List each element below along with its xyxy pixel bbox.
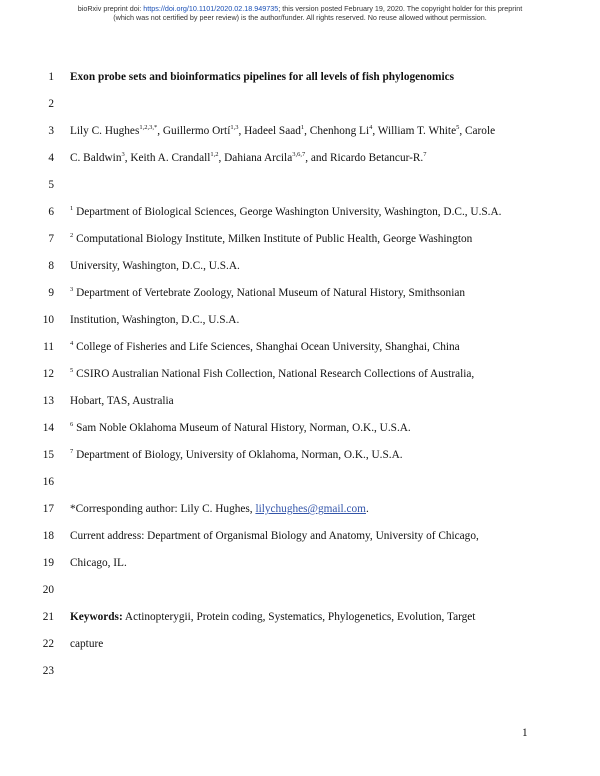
- manuscript-line-1: [0, 69, 600, 85]
- affiliation-sup: 2: [70, 232, 74, 239]
- keywords-list-cont: capture: [70, 638, 104, 650]
- author-name: , Guillermo Ortí: [157, 125, 231, 137]
- affiliation-sup: 6: [70, 421, 74, 428]
- line-number: 16: [42, 476, 54, 488]
- manuscript-line-8: [0, 258, 600, 274]
- manuscript-line-6: [0, 204, 600, 220]
- corresponding-label: *Corresponding author: Lily C. Hughes,: [70, 503, 256, 515]
- manuscript-line-19: [0, 555, 600, 571]
- affiliation-sup: 4: [70, 340, 74, 347]
- affiliation-text: College of Fisheries and Life Sciences, Shanghai Ocean University, Shanghai, China: [73, 341, 460, 353]
- author-list-line-1: [70, 123, 495, 139]
- header-line-2: (which was not certified by peer review) is the author/funder. All rights reserved. No reuse allowed without permission.: [113, 13, 487, 22]
- author-name: , Hadeel Saad: [238, 125, 301, 137]
- line-number: 8: [48, 260, 54, 272]
- corresponding-end: .: [365, 503, 369, 515]
- author-name: Lily C. Hughes: [70, 125, 140, 137]
- line-number: 2: [48, 98, 54, 110]
- manuscript-line-23: [0, 663, 600, 679]
- affiliation-text: CSIRO Australian National Fish Collection, National Research Collections of Australia,: [73, 368, 475, 380]
- preprint-header: [0, 4, 600, 22]
- manuscript-line-20: [0, 582, 600, 598]
- manuscript-line-2: [0, 96, 600, 112]
- line-number: 3: [48, 125, 54, 137]
- header-line-1: [0, 4, 600, 13]
- author-name: , Dahiana Arcila: [218, 152, 293, 164]
- affiliation-text: Department of Vertebrate Zoology, National Museum of Natural History, Smithsonian: [73, 287, 465, 299]
- line-number: 13: [42, 395, 54, 407]
- affiliation-sup: 5: [70, 367, 74, 374]
- line-number: 18: [42, 530, 54, 542]
- manuscript-line-12: [0, 366, 600, 382]
- manuscript-line-3: [0, 123, 600, 139]
- affiliation-text: Sam Noble Oklahoma Museum of Natural History, Norman, O.K., U.S.A.: [73, 422, 411, 434]
- author-affiliation-sup: 1,3: [230, 124, 239, 131]
- current-address-cont: Chicago, IL.: [70, 557, 127, 569]
- manuscript-line-15: [0, 447, 600, 463]
- author-affiliation-sup: 1,2,3,*: [139, 124, 158, 131]
- affiliation-1: [70, 204, 502, 220]
- affiliation-4: [70, 339, 460, 355]
- paper-title: Exon probe sets and bioinformatics pipelines for all levels of fish phylogenomics: [70, 71, 455, 83]
- manuscript-line-18: [0, 528, 600, 544]
- affiliation-6: [70, 420, 411, 436]
- affiliation-text: Department of Biology, University of Oklahoma, Norman, O.K., U.S.A.: [73, 449, 403, 461]
- author-affiliation-sup: 1,2: [210, 151, 219, 158]
- author-affiliation-sup: 1: [300, 124, 305, 131]
- affiliation-sup: 1: [70, 205, 74, 212]
- author-name: , William T. White: [372, 125, 457, 137]
- manuscript-line-22: [0, 636, 600, 652]
- affiliation-sup: 7: [70, 448, 74, 455]
- affiliation-text: Hobart, TAS, Australia: [70, 395, 174, 407]
- keywords-list: Actinopterygii, Protein coding, Systematics, Phylogenetics, Evolution, Target: [122, 611, 476, 623]
- line-number: 19: [42, 557, 54, 569]
- manuscript-line-16: [0, 474, 600, 490]
- author-name: , and Ricardo Betancur-R.: [305, 152, 424, 164]
- header-prefix: bioRxiv preprint doi:: [77, 4, 144, 13]
- manuscript-line-9: [0, 285, 600, 301]
- header-suffix: ; this version posted February 19, 2020. The copyright holder for this preprint: [278, 4, 523, 13]
- affiliation-text: Department of Biological Sciences, George Washington University, Washington, D.C., U.S.A.: [73, 206, 502, 218]
- affiliation-text: Computational Biology Institute, Milken Institute of Public Health, George Washington: [73, 233, 473, 245]
- manuscript-line-10: [0, 312, 600, 328]
- line-number: 5: [48, 179, 54, 191]
- line-number: 6: [48, 206, 54, 218]
- line-number: 17: [42, 503, 54, 515]
- author-affiliation-sup: 7: [423, 151, 427, 158]
- author-affiliation-sup: 4: [369, 124, 373, 131]
- line-number: 20: [42, 584, 54, 596]
- manuscript-line-21: [0, 609, 600, 625]
- keywords-label: Keywords:: [70, 611, 123, 623]
- author-name: , Keith A. Crandall: [124, 152, 211, 164]
- affiliation-text: Institution, Washington, D.C., U.S.A.: [70, 314, 240, 326]
- doi-link[interactable]: https://doi.org/10.1101/2020.02.18.949735: [143, 4, 279, 13]
- line-number: 12: [42, 368, 54, 380]
- author-name: C. Baldwin: [70, 152, 122, 164]
- manuscript-line-11: [0, 339, 600, 355]
- line-number: 14: [42, 422, 54, 434]
- author-affiliation-sup: 3: [121, 151, 125, 158]
- manuscript-line-13: [0, 393, 600, 409]
- author-name: , Carole: [459, 125, 496, 137]
- manuscript-line-7: [0, 231, 600, 247]
- line-number: 21: [42, 611, 54, 623]
- affiliation-5: [70, 366, 474, 382]
- line-number: 9: [48, 287, 54, 299]
- author-affiliation-sup: 3,6,7: [292, 151, 306, 158]
- line-number: 7: [48, 233, 54, 245]
- affiliation-3: [70, 285, 465, 301]
- affiliation-sup: 3: [70, 286, 74, 293]
- current-address: Current address: Department of Organismal Biology and Anatomy, University of Chicago,: [70, 530, 479, 542]
- manuscript-line-4: [0, 150, 600, 166]
- corresponding-author: [70, 501, 369, 517]
- keywords: [70, 609, 475, 625]
- manuscript-line-17: [0, 501, 600, 517]
- line-number: 15: [42, 449, 54, 461]
- line-number: 4: [48, 152, 54, 164]
- author-list-line-2: [70, 150, 427, 166]
- affiliation-text: University, Washington, D.C., U.S.A.: [70, 260, 240, 272]
- affiliation-7: [70, 447, 403, 463]
- page-number: 1: [522, 727, 528, 739]
- author-name: , Chenhong Li: [304, 125, 370, 137]
- email-link[interactable]: lilychughes@gmail.com: [255, 503, 366, 515]
- line-number: 10: [42, 314, 54, 326]
- author-affiliation-sup: 5: [456, 124, 460, 131]
- line-number: 1: [48, 71, 54, 83]
- line-number: 23: [42, 665, 54, 677]
- line-number: 22: [42, 638, 54, 650]
- manuscript-line-5: [0, 177, 600, 193]
- line-number: 11: [43, 341, 54, 353]
- manuscript-line-14: [0, 420, 600, 436]
- affiliation-2: [70, 231, 472, 247]
